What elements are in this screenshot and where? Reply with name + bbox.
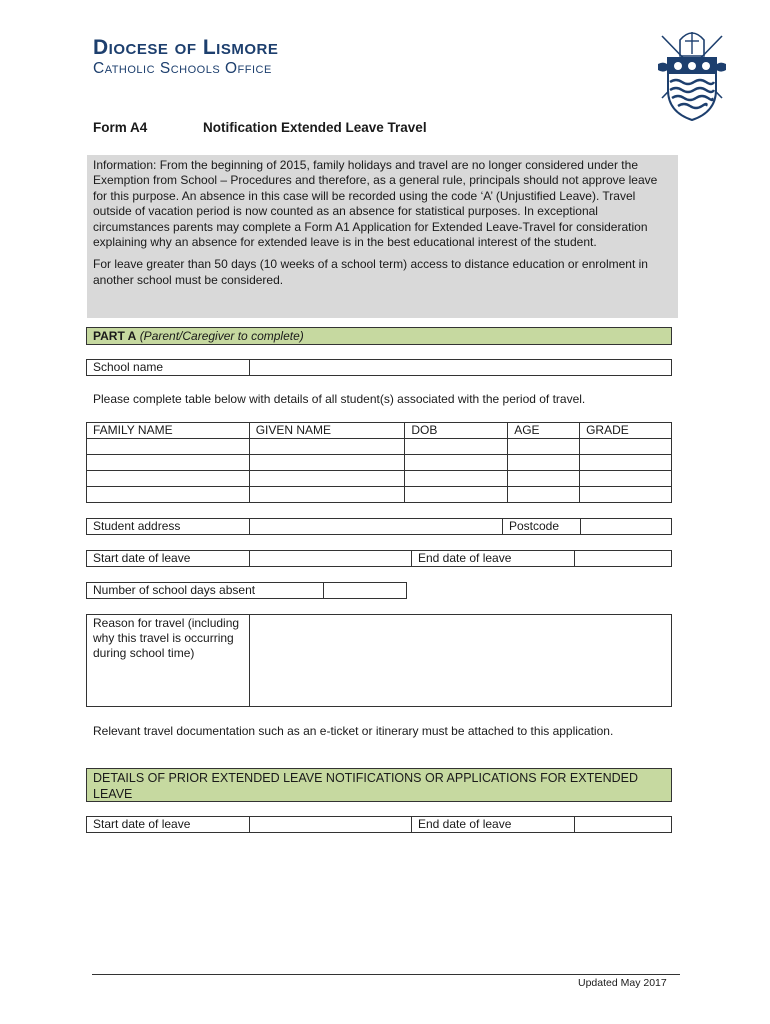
family-name-cell[interactable] [87,471,250,487]
days-absent-row [86,582,407,599]
start-date-label: Start date of leave [93,551,191,565]
prior-end-date-label: End date of leave [418,817,512,831]
school-name-row [86,359,672,376]
postcode-label: Postcode [509,519,560,533]
table-header-row [87,423,672,439]
grade-cell[interactable] [580,455,672,471]
diocese-crest-logo [652,26,732,122]
dob-header: DOB [405,423,508,439]
reason-row [86,614,672,707]
part-a-heading [86,327,672,345]
grade-cell[interactable] [580,487,672,503]
table-row [87,471,672,487]
days-absent-label: Number of school days absent [93,583,256,597]
form-id: Form A4 [93,120,148,135]
age-cell[interactable] [508,455,580,471]
prior-start-date-label: Start date of leave [93,817,191,831]
student-address-row [86,518,672,535]
school-name-field[interactable] [250,360,671,375]
grade-cell[interactable] [580,471,672,487]
reason-label: Reason for travel (including why this travel is occurring during school time) [93,616,240,660]
documentation-note: Relevant travel documentation such as an e-ticket or itinerary must be attached to this application. [93,724,614,738]
given-name-header: GIVEN NAME [249,423,405,439]
postcode-field[interactable] [581,519,671,534]
age-header: AGE [508,423,580,439]
prior-leave-dates-row [86,816,672,833]
days-absent-field[interactable] [324,583,406,598]
students-table [86,422,672,503]
given-name-cell[interactable] [249,471,405,487]
footer-divider [92,974,680,975]
school-name-label: School name [93,360,164,374]
family-name-header: FAMILY NAME [87,423,250,439]
dob-cell[interactable] [405,487,508,503]
organisation-subtitle: Catholic Schools Office [93,60,272,77]
table-row [87,439,672,455]
part-a-label: PART A [93,329,137,343]
prior-leave-heading-text: DETAILS OF PRIOR EXTENDED LEAVE NOTIFICATIONS OR APPLICATIONS FOR EXTENDED LEAVE [93,771,638,801]
updated-date: Updated May 2017 [578,977,667,989]
dob-cell[interactable] [405,439,508,455]
family-name-cell[interactable] [87,487,250,503]
student-address-label: Student address [93,519,181,533]
given-name-cell[interactable] [249,487,405,503]
information-paragraph: Information: From the beginning of 2015, family holidays and travel are no longer considered under the Exemption from School – Procedures and therefore, as a general rule, principals should not approve leave for this purpose. An absence in this case will be recorded using the code ‘A’ (Unjustified Leave). Travel outside of vacation period is now counted as an absence for statistical purposes. In exceptional circumstances parents may complete a Form A1 Application for Extended Leave-Travel for consideration explaining why an absence for extended leave is in the best educational interest of the student. [93,158,658,250]
student-address-field[interactable] [250,519,498,534]
distance-education-paragraph: For leave greater than 50 days (10 weeks of a school term) access to distance education or enrolment in another school must be considered. [93,257,648,287]
form-title: Notification Extended Leave Travel [203,120,427,135]
dob-cell[interactable] [405,471,508,487]
age-cell[interactable] [508,439,580,455]
start-date-field[interactable] [250,551,410,566]
reason-field[interactable] [250,615,671,706]
information-box [87,155,678,318]
dob-cell[interactable] [405,455,508,471]
part-a-subtitle: (Parent/Caregiver to complete) [139,329,304,343]
table-instruction: Please complete table below with details of all student(s) associated with the period of travel. [93,392,586,406]
age-cell[interactable] [508,487,580,503]
leave-dates-row [86,550,672,567]
given-name-cell[interactable] [249,439,405,455]
prior-start-date-field[interactable] [250,817,410,832]
grade-header: GRADE [580,423,672,439]
end-date-label: End date of leave [418,551,512,565]
prior-leave-heading [86,768,672,802]
family-name-cell[interactable] [87,455,250,471]
age-cell[interactable] [508,471,580,487]
given-name-cell[interactable] [249,455,405,471]
table-row [87,455,672,471]
table-row [87,487,672,503]
family-name-cell[interactable] [87,439,250,455]
organisation-name: Diocese of Lismore [93,36,279,59]
end-date-field[interactable] [575,551,671,566]
grade-cell[interactable] [580,439,672,455]
prior-end-date-field[interactable] [575,817,671,832]
